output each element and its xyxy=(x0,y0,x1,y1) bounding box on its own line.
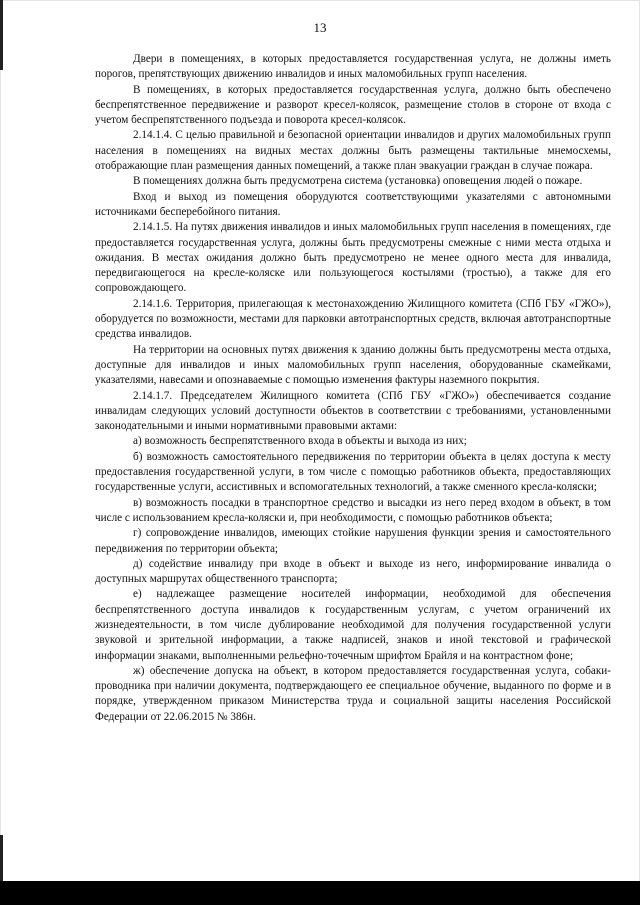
paragraph-2-14-1-4: 2.14.1.4. С целью правильной и безопасной ориентации инвалидов и других маломобильных групп населения в помещениях на видных местах должны быть размещены тактильные мнемосхемы, отображающие план размещения данных помещений, а также план эвакуации граждан в случае пожара. xyxy=(95,129,611,173)
list-item-e: е) надлежащее размещение носителей информации, необходимой для обеспечения беспрепятственного доступа инвалидов к государственным услугам, с учетом ограничений их жизнедеятельности, в том числе дублирование необходимой для получения государственной услуги звуковой и зрительной информации, а также надписей, знаков и иной текстовой и графической информации знаками, выполненными рельефно-точечным шрифтом Брайля и на контрастном фоне; xyxy=(95,588,611,662)
paragraph-fire-alarm: В помещениях должна быть предусмотрена система (установка) оповещения людей о пожаре. xyxy=(133,175,583,188)
document-body xyxy=(95,52,611,725)
paragraph-2-14-1-6: 2.14.1.6. Территория, прилегающая к местонахождению Жилищного комитета (СПб ГБУ «ГЖО»), оборудуется по возможности, местами для парковки автотранспортных средств, включая автотранспортные средства инвалидов. xyxy=(95,297,611,341)
list-item-v: в) возможность посадки в транспортное средство и высадки из него перед входом в объект, в том числе с использованием кресла-коляски и, при необходимости, с помощью работников объекта; xyxy=(95,496,611,524)
scan-edge-mark xyxy=(0,835,3,881)
list-item-zh: ж) обеспечение допуска на объект, в котором предоставляется государственная услуга, собаки-проводника при наличии документа, подтверждающего ее специальное обучение, выданного по форме и в порядке, утвержденном приказом Министерства труда и социальной защиты населения Российской Федерации от 22.06.2015 № 386н. xyxy=(95,664,611,723)
list-item-g: г) сопровождение инвалидов, имеющих стойкие нарушения функции зрения и самостоятельного передвижения по территории объекта; xyxy=(95,527,611,555)
scan-footer-bar xyxy=(0,881,640,905)
paragraph-2-14-1-7: 2.14.1.7. Председателем Жилищного комитета (СПб ГБУ «ГЖО») обеспечивается создание инвалидам следующих условий доступности объектов в соответствии с требованиями, установленными законодательными и иными нормативными правовыми актами: xyxy=(95,389,611,433)
paragraph-2-14-1-5: 2.14.1.5. На путях движения инвалидов и иных маломобильных групп населения в помещениях, где предоставляется государственная услуга, должны быть предусмотрены смежные с ними места отдыха и ожидания. В местах ожидания должно быть предусмотрено не менее одного места для инвалида, передвигающегося на кресле-коляске или пользующегося костылями (тростью), а также для его сопровождающего. xyxy=(95,221,611,295)
page-number: 13 xyxy=(313,20,327,35)
paragraph-rest-places: На территории на основных путях движения к зданию должны быть предусмотрены места отдыха, доступные для инвалидов и иных маломобильных групп населения, оборудованные скамейками, указателями, навесами и опознаваемые с помощью изменения фактуры наземного покрытия. xyxy=(95,343,611,387)
paragraph-entrance-signs: Вход и выход из помещения оборудуются соответствующими указателями с автономными источниками бесперебойного питания. xyxy=(95,190,611,218)
paragraph-wheelchair-movement: В помещениях, в которых предоставляется государственная услуга, должно быть обеспечено беспрепятственное передвижение и разворот кресел-колясок, размещение столов в стороне от входа с учетом беспрепятственного подъезда и поворота кресел-колясок. xyxy=(95,83,611,127)
list-item-d: д) содействие инвалиду при входе в объект и выходе из него, информирование инвалида о доступных маршрутах общественного транспорта; xyxy=(95,557,611,586)
list-item-a: а) возможность беспрепятственного входа в объекты и выхода из них; xyxy=(133,435,467,448)
paragraph-doors: Двери в помещениях, в которых предоставляется государственная услуга, не должны иметь порогов, препятствующих движению инвалидов и иных маломобильных групп населения. xyxy=(95,53,611,81)
list-item-b: б) возможность самостоятельного передвижения по территории объекта в целях доступа к месту предоставления государственной услуги, в том числе с помощью работников объекта, предоставляющих государственные услуги, ассистивных и вспомогательных технологий, а также сменного кресла-коляски; xyxy=(95,450,611,494)
